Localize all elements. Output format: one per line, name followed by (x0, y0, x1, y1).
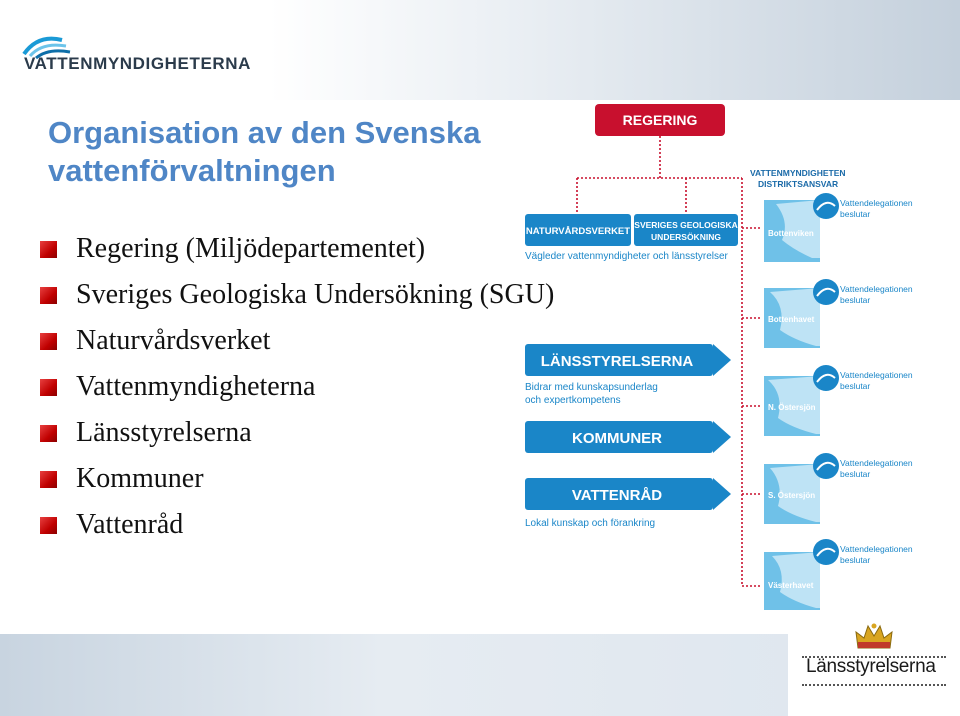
bullet-text: Länsstyrelserna (76, 417, 252, 448)
delegation-line1: Vattendelegationen (840, 458, 913, 468)
delegation-line1: Vattendelegationen (840, 544, 913, 554)
delegation-line2: beslutar (840, 555, 871, 565)
water-district-icon (813, 365, 839, 391)
water-district-icon (813, 539, 839, 565)
bullet-text: Vattenmyndigheterna (76, 371, 316, 402)
district-name: N. Östersjön (768, 403, 816, 412)
water-district-icon (813, 453, 839, 479)
lansstyrelserna-label: LÄNSSTYRELSERNA (540, 353, 694, 370)
bullet-text: Sveriges Geologiska Undersökning (SGU) (76, 279, 555, 310)
crown-icon (852, 622, 896, 652)
district-name: Bottenhavet (768, 315, 815, 324)
bullet-text: Kommuner (76, 463, 204, 494)
district-bottenviken (764, 193, 913, 262)
lansstyrelserna-logo (788, 626, 960, 716)
district-name: Bottenviken (768, 229, 814, 238)
lansstyrelserna-arrow-icon (713, 344, 731, 376)
district-bottenhavet (764, 279, 913, 348)
vattenrad-arrow-icon (713, 478, 731, 510)
vagleder-text: Vägleder vattenmyndigheter och länsstyrelser (525, 251, 728, 262)
delegation-line2: beslutar (840, 381, 871, 391)
vattenrad-label: VATTENRÅD (571, 487, 663, 504)
sgu-label-line1: SVERIGES GEOLOGISKA (634, 220, 738, 230)
water-district-icon (813, 279, 839, 305)
bullet-text: Vattenråd (76, 509, 184, 540)
delegation-line1: Vattendelegationen (840, 370, 913, 380)
title-line-1: Organisation av den Svenska (48, 115, 481, 150)
bullet-text: Naturvårdsverket (76, 325, 271, 356)
kommuner-label: KOMMUNER (572, 430, 662, 447)
bidrar-text-line1: Bidrar med kunskapsunderlag (525, 382, 658, 393)
vm-label-line1: VATTENMYNDIGHETEN (750, 168, 846, 178)
district-name: Västerhavet (768, 581, 814, 590)
title-line-2: vattenförvaltningen (48, 153, 336, 188)
delegation-line2: beslutar (840, 209, 871, 219)
kommuner-arrow-icon (713, 421, 731, 453)
vm-label-line2: DISTRIKTSANSVAR (758, 179, 839, 189)
delegation-line1: Vattendelegationen (840, 284, 913, 294)
water-district-icon (813, 193, 839, 219)
bidrar-text-line2: och expertkompetens (525, 395, 621, 406)
delegation-line1: Vattendelegationen (840, 198, 913, 208)
bullet-text: Regering (Miljödepartementet) (76, 233, 426, 264)
logo-text: VATTENMYNDIGHETERNA (24, 54, 252, 73)
lokal-text: Lokal kunskap och förankring (525, 518, 656, 529)
district-s-ostersjon (764, 453, 913, 524)
district-vasterhavet (764, 539, 913, 610)
delegation-line2: beslutar (840, 469, 871, 479)
naturvardsverket-label: NATURVÅRDSVERKET (525, 226, 631, 237)
district-name: S. Östersjön (768, 491, 816, 500)
regering-label: REGERING (622, 112, 698, 128)
lansstyrelserna-logo-text: Länsstyrelserna (806, 656, 936, 677)
delegation-line2: beslutar (840, 295, 871, 305)
district-n-ostersjon (764, 365, 913, 436)
sgu-label-line2: UNDERSÖKNING (651, 232, 721, 242)
logo-divider-bottom (802, 684, 946, 686)
